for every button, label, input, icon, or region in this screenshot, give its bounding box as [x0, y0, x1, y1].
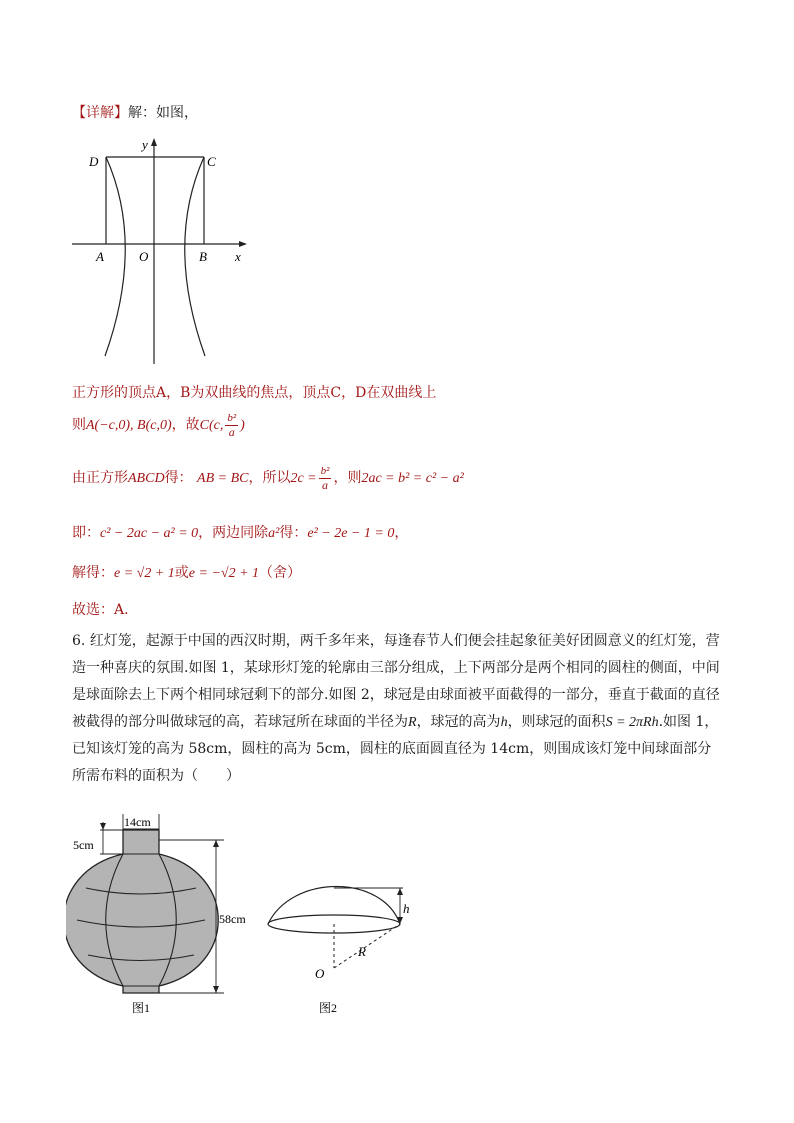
line4-prefix: 即：: [72, 525, 100, 541]
dim-58-arrow-top: [213, 840, 219, 847]
line5-eq1: e = √2 + 1: [114, 566, 175, 581]
solution-line-2: [72, 410, 245, 441]
dim-5-label: 5cm: [73, 838, 94, 852]
solution-heading-bracket: 【详解】: [72, 105, 128, 121]
line4-a2: a²: [268, 526, 280, 541]
solution-line-4: [72, 522, 408, 542]
label-R: R: [358, 944, 366, 959]
spherical-cap-figure: [262, 872, 422, 1022]
line3-num: b²: [320, 464, 330, 477]
line3-fraction: [319, 465, 332, 492]
label-x: x: [235, 249, 241, 264]
solution-line-3: [72, 463, 464, 494]
question-text-d: .如图 1，已知该灯笼的高为 58cm，圆柱的高为 5cm，圆柱的底面圆直径为 14cm，则围成该灯笼中间球面部分所需布料的面积为（ ）: [72, 714, 719, 784]
line3-den: a: [322, 477, 329, 492]
label-y: y: [142, 137, 148, 152]
line2-math: A(−c,0), B(c,0): [86, 418, 172, 433]
line2-den: a: [228, 424, 235, 439]
question-s-formula: S = 2πRh: [605, 715, 659, 730]
line3-abcd: ABCD: [128, 471, 165, 486]
question-text-a: 红灯笼，起源于中国的西汉时期，两千多年来，每逢春节人们便会挂起象征美好团圆意义的红灯笼，营造一种喜庆的氛围.如图 1，某球形灯笼的轮廓由三部分组成，上下两部分是两个相同的圆柱的侧面，中间是球面除去上下两个相同球冠剩下的部分.如图 2，球冠是由球面被平面截得的一部分，垂直于截面的直径被截得的部分叫做球冠的高，若球冠所在球面的半径为: [72, 633, 720, 730]
line3-de: 得：: [164, 470, 193, 486]
question-h: h: [500, 715, 508, 730]
solution-heading: [72, 102, 198, 122]
label-O: O: [315, 966, 325, 981]
figure2-caption: 图2: [319, 1001, 338, 1015]
line2-mid: ，故: [171, 417, 200, 433]
dim-58-label: 58cm: [219, 912, 246, 926]
label-A: A: [96, 249, 104, 264]
line2-num: b²: [227, 411, 237, 424]
label-B: B: [199, 249, 207, 264]
question-number: 6.: [72, 633, 86, 649]
question-R: R: [408, 715, 417, 730]
line4-eq1: c² − 2ac − a² = 0: [100, 526, 199, 541]
cap-dome: [268, 887, 400, 925]
y-axis-arrow: [151, 138, 157, 146]
lantern-figure: [66, 812, 246, 1022]
solution-line-1: 正方形的顶点A，B为双曲线的焦点，顶点C，D在双曲线上: [72, 385, 437, 401]
line3-eq2: 2ac = b² = c² − a²: [361, 471, 464, 486]
label-O: O: [139, 249, 149, 264]
x-axis-arrow: [239, 241, 247, 247]
question-text-c: ，则球冠的面积: [507, 714, 606, 730]
h-arrow-bottom: [397, 917, 403, 924]
solution-heading-text: 解：如图，: [128, 105, 198, 121]
dim-14-label: 14cm: [124, 815, 151, 829]
line2-fraction: [225, 412, 238, 439]
line3-ze: ，则: [333, 470, 362, 486]
line4-mid: ，两边同除: [198, 525, 269, 541]
line5-end: （舍）: [259, 565, 302, 581]
line3-suoyi: ，所以: [248, 470, 291, 486]
line2-prefix: 则: [72, 417, 86, 433]
solution-line-5: [72, 562, 301, 582]
line5-or: 或: [174, 565, 189, 581]
question-6-text: [72, 628, 724, 790]
dim-5-arrow: [100, 823, 106, 830]
h-arrow-top: [397, 888, 403, 895]
line2-close: ): [240, 418, 245, 433]
label-h: h: [403, 901, 410, 916]
question-text-b: ，球冠的高为: [416, 714, 501, 730]
line5-prefix: 解得：: [72, 565, 114, 581]
hyperbola-left-branch: [105, 157, 125, 356]
line2-c: C(c,: [199, 418, 224, 433]
line4-eq2: e² − 2e − 1 = 0: [307, 526, 395, 541]
line3-eq1: AB = BC: [197, 471, 249, 486]
figure1-caption: 图1: [132, 1001, 151, 1015]
line5-eq2: e = −√2 + 1: [188, 566, 260, 581]
line4-de: 得：: [279, 525, 308, 541]
line3-prefix: 由正方形: [72, 470, 128, 486]
line4-end: ，: [394, 525, 409, 541]
line3-2c: 2c =: [290, 471, 317, 486]
radius-line: [334, 924, 400, 968]
hyperbola-figure: [65, 132, 255, 372]
label-C: C: [207, 154, 216, 169]
dim-58-arrow-bottom: [213, 986, 219, 993]
solution-line-6: 故选：A.: [72, 602, 129, 618]
label-D: D: [89, 154, 99, 169]
